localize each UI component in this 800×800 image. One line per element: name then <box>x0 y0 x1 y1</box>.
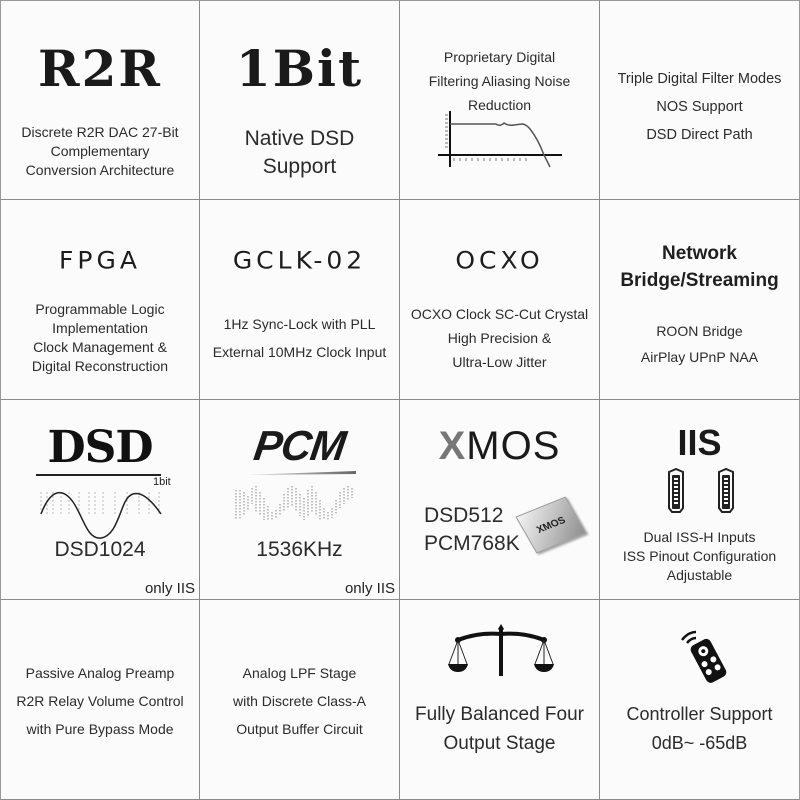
feature-cell-filter-modes <box>600 0 800 200</box>
pcm-note: only IIS <box>344 580 395 597</box>
controller-line-2: 0dB~ -65dB <box>651 733 748 753</box>
ocxo-line-2: High Precision & <box>447 330 552 346</box>
balanced-description <box>400 700 599 758</box>
iis-title: IIS <box>677 422 722 463</box>
feature-cell-preamp <box>0 600 200 800</box>
balance-scale-icon <box>448 622 554 678</box>
filter-response-graph-icon <box>436 109 566 169</box>
dsd-value: DSD1024 <box>54 538 146 561</box>
filter-modes-line-3: DSD Direct Path <box>646 127 753 143</box>
pcm-wave-icon <box>234 486 364 522</box>
preamp-line-2: R2R Relay Volume Control <box>16 693 184 709</box>
xmos-line-1: DSD512 <box>424 504 504 527</box>
r2r-line-2: Complementary <box>50 143 150 159</box>
network-line-1: ROON Bridge <box>656 323 743 339</box>
lpf-description <box>200 659 399 743</box>
lpf-line-3: Output Buffer Circuit <box>236 721 363 737</box>
dsd-logo: DSD <box>47 422 153 473</box>
feature-cell-xmos <box>400 400 600 600</box>
balanced-line-1: Fully Balanced Four <box>415 704 584 725</box>
controller-line-1: Controller Support <box>626 704 773 724</box>
dsd-logo-underline <box>36 474 161 476</box>
filtering-description <box>400 45 599 117</box>
network-line-2: AirPlay UPnP NAA <box>640 349 759 365</box>
network-description <box>600 318 799 370</box>
pcm-logo-swoosh <box>244 470 356 476</box>
pcm-value: 1536KHz <box>256 538 343 561</box>
ocxo-line-3: Ultra-Low Jitter <box>452 354 547 370</box>
ocxo-line-1: OCXO Clock SC-Cut Crystal <box>410 306 589 322</box>
preamp-line-3: with Pure Bypass Mode <box>26 721 174 737</box>
gclk-line-1: 1Hz Sync-Lock with PLL <box>223 316 376 332</box>
lpf-line-2: with Discrete Class-A <box>232 693 367 709</box>
feature-cell-dsd <box>0 400 200 600</box>
preamp-line-1: Passive Analog Preamp <box>25 665 175 681</box>
network-title <box>600 240 799 294</box>
fpga-line-1: Programmable Logic <box>35 301 165 317</box>
feature-cell-lpf <box>200 600 400 800</box>
filtering-line-3: Reduction <box>467 97 532 113</box>
fpga-line-4: Digital Reconstruction <box>31 358 169 374</box>
1bit-line-2: Support <box>262 155 337 178</box>
feature-cell-r2r <box>0 0 200 200</box>
fpga-line-3: Clock Management & <box>33 339 167 355</box>
lpf-line-1: Analog LPF Stage <box>242 665 357 681</box>
preamp-description <box>1 659 199 743</box>
filtering-line-1: Proprietary Digital <box>443 49 556 65</box>
gclk-description <box>200 310 399 366</box>
1bit-line-1: Native DSD <box>244 127 355 150</box>
iis-line-1: Dual ISS-H Inputs <box>643 529 756 545</box>
dsd-logo-sub: 1bit <box>153 476 171 488</box>
filter-modes-line-1: Triple Digital Filter Modes <box>617 71 782 87</box>
feature-cell-filtering <box>400 0 600 200</box>
ocxo-description <box>400 302 599 374</box>
fpga-line-2: Implementation <box>52 320 148 336</box>
balanced-line-2: Output Stage <box>443 733 556 754</box>
1bit-title: 1Bit <box>235 39 364 98</box>
feature-cell-1bit <box>200 0 400 200</box>
iis-line-2: ISS Pinout Configuration <box>622 548 777 564</box>
filtering-line-2: Filtering Aliasing Noise <box>428 73 571 89</box>
filter-modes-description <box>600 65 799 149</box>
network-title-line-2: Bridge/Streaming <box>620 270 779 291</box>
ocxo-title: OCXO <box>455 246 544 275</box>
1bit-description <box>200 125 399 181</box>
feature-cell-gclk <box>200 200 400 400</box>
network-title-line-1: Network <box>662 243 737 264</box>
r2r-line-1: Discrete R2R DAC 27-Bit <box>21 124 179 140</box>
pcm-logo: PCM <box>251 422 349 469</box>
xmos-chip-label: XMOS <box>534 514 568 536</box>
sine-wave-icon <box>39 488 164 540</box>
filter-modes-line-2: NOS Support <box>656 99 743 115</box>
iis-line-3: Adjustable <box>666 567 733 583</box>
feature-cell-fpga <box>0 200 200 400</box>
r2r-title: R2R <box>38 39 162 98</box>
feature-cell-controller <box>600 600 800 800</box>
xmos-description <box>424 502 520 558</box>
fpga-description <box>1 300 199 376</box>
xmos-chip-icon <box>515 497 586 554</box>
iis-description <box>600 528 799 585</box>
xmos-logo-x: X <box>438 424 467 468</box>
r2r-description <box>1 123 199 180</box>
dsd-note: only IIS <box>144 580 195 597</box>
feature-cell-network <box>600 200 800 400</box>
feature-cell-pcm <box>200 400 400 600</box>
controller-description <box>600 700 799 758</box>
remote-control-icon <box>678 628 728 686</box>
xmos-line-2: PCM768K <box>424 532 520 555</box>
hdmi-port-icon <box>666 468 736 514</box>
feature-cell-ocxo <box>400 200 600 400</box>
feature-cell-iis <box>600 400 800 600</box>
xmos-logo-rest: MOS <box>466 424 561 468</box>
xmos-logo <box>400 424 599 469</box>
gclk-line-2: External 10MHz Clock Input <box>212 344 387 360</box>
r2r-line-3: Conversion Architecture <box>25 162 175 178</box>
fpga-title: FPGA <box>59 246 141 275</box>
feature-cell-balanced <box>400 600 600 800</box>
gclk-title: GCLK-02 <box>232 246 367 275</box>
